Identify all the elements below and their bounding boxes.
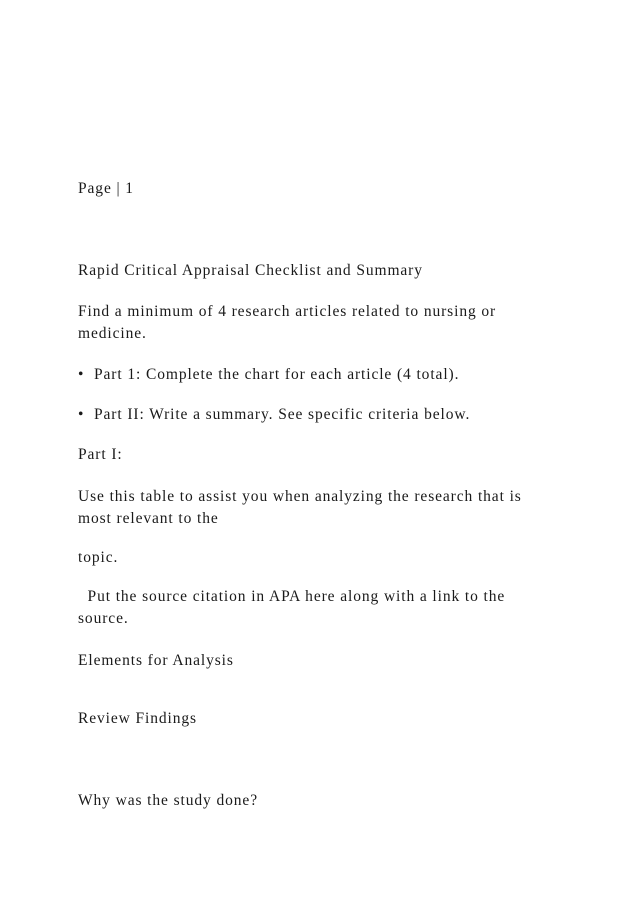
- instruction-paragraph: [78, 486, 558, 530]
- page-header: Page | 1: [78, 180, 134, 197]
- citation-line: Put the source citation in APA here along with a link to the: [78, 588, 506, 605]
- table-row-question: Why was the study done?: [78, 792, 258, 809]
- instruction-line: topic.: [78, 549, 119, 566]
- bullet-item-part1: [78, 364, 459, 386]
- bullet-icon: •: [78, 406, 85, 423]
- document-title: Rapid Critical Appraisal Checklist and Summary: [78, 262, 423, 279]
- citation-line: source.: [78, 610, 129, 627]
- bullet-text: Part 1: Complete the chart for each article (4 total).: [94, 366, 460, 383]
- part-heading: Part I:: [78, 446, 123, 463]
- table-header-findings: Review Findings: [78, 710, 197, 727]
- bullet-item-part2: [78, 404, 470, 426]
- bullet-text: Part II: Write a summary. See specific criteria below.: [94, 406, 471, 423]
- intro-line: medicine.: [78, 325, 147, 342]
- citation-prompt: [78, 586, 558, 630]
- intro-line: Find a minimum of 4 research articles related to nursing or: [78, 303, 497, 320]
- bullet-icon: •: [78, 366, 85, 383]
- instruction-line: Use this table to assist you when analyzing the research that is: [78, 488, 522, 505]
- instruction-line: most relevant to the: [78, 510, 219, 527]
- intro-paragraph: [78, 301, 558, 345]
- table-header-elements: Elements for Analysis: [78, 652, 234, 669]
